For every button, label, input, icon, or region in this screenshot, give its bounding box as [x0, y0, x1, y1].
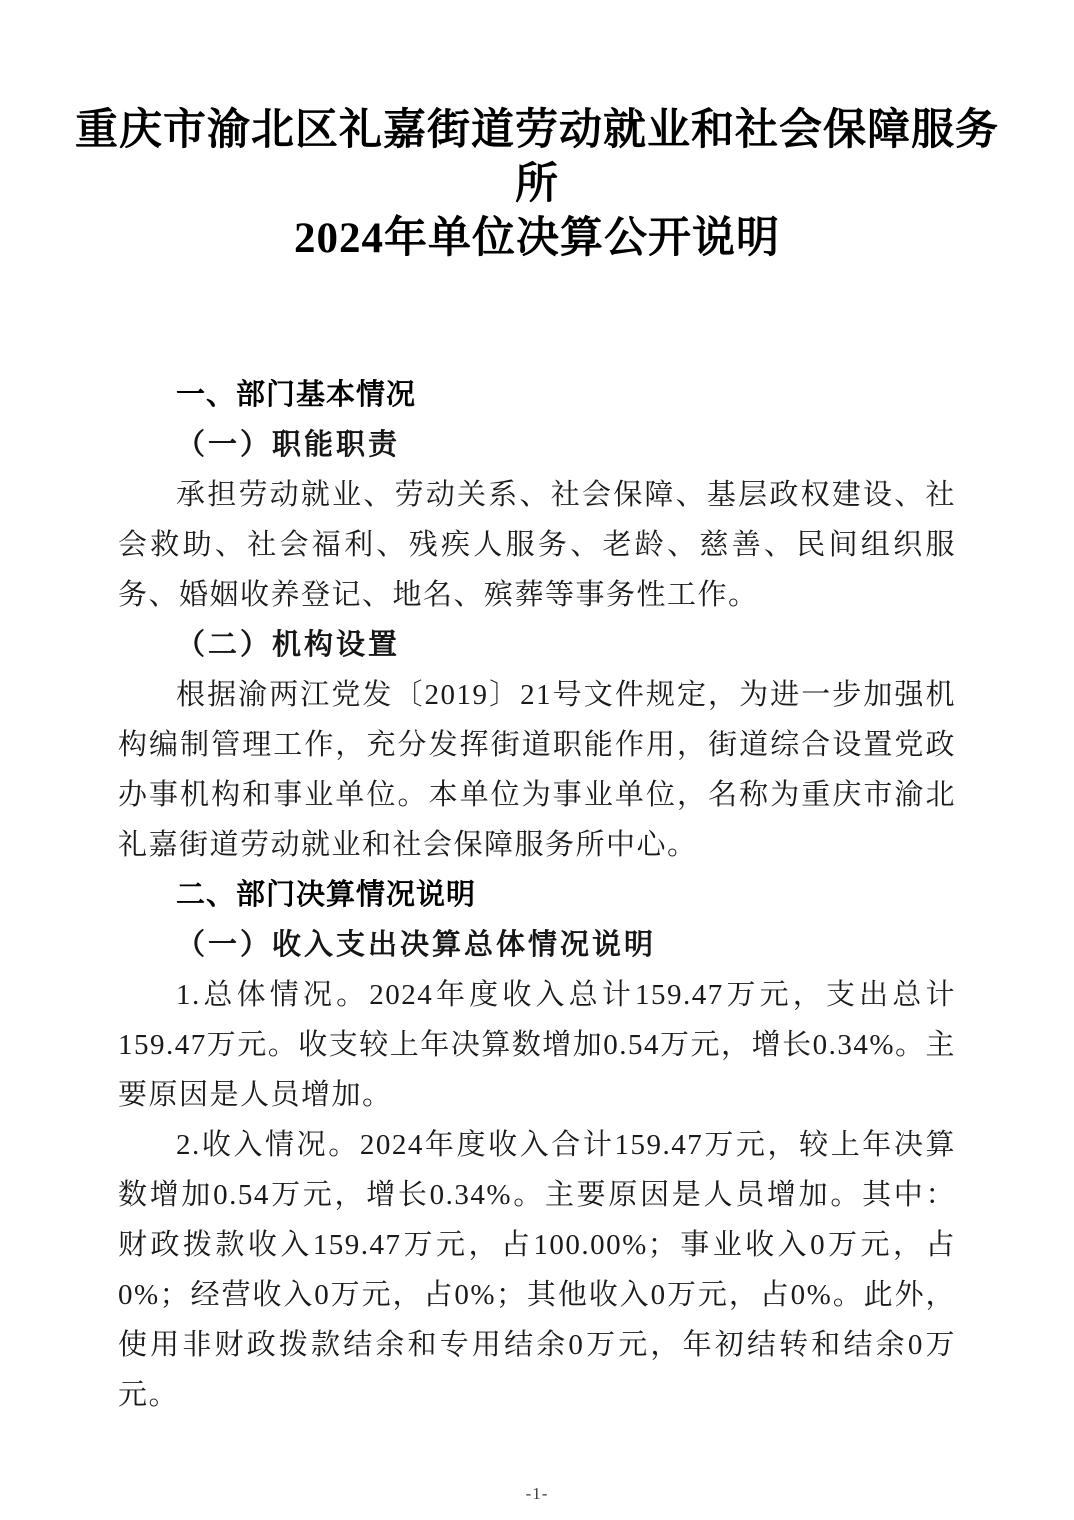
paragraph-overall-situation: 1.总体情况。2024年度收入总计159.47万元，支出总计159.47万元。收支较上年决算数增加0.54万元，增长0.34%。主要原因是人员增加。	[118, 979, 956, 1111]
page-number: -1-	[525, 1484, 549, 1503]
subsection-heading-duties: （一）职能职责	[176, 429, 401, 461]
subsection-heading-organization: （二）机构设置	[176, 629, 401, 661]
title-line-1: 重庆市渝北区礼嘉街道劳动就业和社会保障服务	[75, 107, 999, 154]
paragraph-income-situation: 2.收入情况。2024年度收入合计159.47万元，较上年决算数增加0.54万元，增长0.34%。主要原因是人员增加。其中：财政拨款收入159.47万元，占100.00%；事业收入0万元，占0%；经营收入0万元，占0%；其他收入0万元，占0%。此外，使用非财政拨款结余和专用结余0万元，年初结转和结余0万元。	[118, 1129, 956, 1411]
paragraph-organization: 根据渝两江党发〔2019〕21号文件规定，为进一步加强机构编制管理工作，充分发挥街道职能作用，街道综合设置党政办事机构和事业单位。本单位为事业单位，名称为重庆市渝北礼嘉街道劳动就业和社会保障服务所中心。	[118, 679, 956, 861]
title-line-2: 所	[515, 161, 559, 208]
page-footer	[0, 1484, 1074, 1504]
title-line-3: 2024年单位决算公开说明	[294, 215, 780, 262]
document-title	[0, 0, 1074, 266]
section-heading-basic-info: 一、部门基本情况	[176, 379, 417, 411]
paragraph-duties: 承担劳动就业、劳动关系、社会保障、基层政权建设、社会救助、社会福利、残疾人服务、老龄、慈善、民间组织服务、婚姻收养登记、地名、殡葬等事务性工作。	[118, 479, 956, 611]
section-heading-final-accounts: 二、部门决算情况说明	[176, 879, 477, 911]
subsection-heading-overall: （一）收入支出决算总体情况说明	[176, 929, 657, 961]
document-body	[0, 370, 1074, 1420]
